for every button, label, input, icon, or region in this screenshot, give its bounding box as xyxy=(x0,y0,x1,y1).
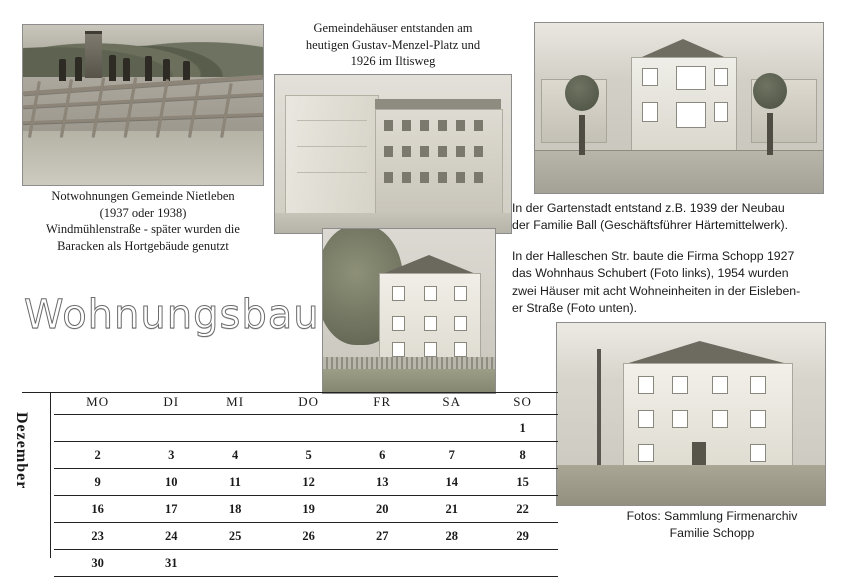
calendar-week-row xyxy=(22,469,558,496)
text-line: In der Halleschen Str. baute die Firma Schopp 1927 xyxy=(512,249,795,263)
calendar-day: 31 xyxy=(141,550,201,577)
calendar-day xyxy=(201,550,269,577)
text-line: der Familie Ball (Geschäftsführer Härtemittelwerk). xyxy=(512,218,789,233)
caption-line: heutigen Gustav-Menzel-Platz und xyxy=(305,37,481,52)
calendar-weekday-mi: MI xyxy=(201,392,269,415)
calendar-day: 16 xyxy=(54,496,141,523)
calendar-day xyxy=(201,415,269,442)
calendar-day xyxy=(416,550,487,577)
photo-credits xyxy=(600,508,824,542)
photo-roof-rafter xyxy=(156,79,169,137)
calendar-day: 4 xyxy=(201,442,269,469)
photo-worker-figure xyxy=(145,56,152,81)
calendar-day: 23 xyxy=(54,523,141,550)
caption-line: Notwohnungen Gemeinde Nietleben xyxy=(51,189,235,203)
calendar-day: 22 xyxy=(487,496,558,523)
calendar-day: 28 xyxy=(416,523,487,550)
calendar-day: 11 xyxy=(201,469,269,496)
calendar-day: 21 xyxy=(416,496,487,523)
photo-utility-pole xyxy=(597,349,601,479)
page-title: Wohnungsbau xyxy=(24,292,320,338)
calendar-day: 6 xyxy=(348,442,416,469)
calendar-weekday-so: SO xyxy=(487,392,558,415)
calendar-day xyxy=(269,415,348,442)
calendar-day: 13 xyxy=(348,469,416,496)
calendar-day: 18 xyxy=(201,496,269,523)
calendar-week-row xyxy=(22,523,558,550)
photo-notwohnungen-barracks xyxy=(22,24,264,186)
calendar-weekday-mo: MO xyxy=(54,392,141,415)
credits-line: Fotos: Sammlung Firmenarchiv xyxy=(626,509,798,523)
calendar-month-cell xyxy=(22,392,54,415)
photo-gemeindehaeuser xyxy=(274,74,512,234)
calendar-month-cell xyxy=(22,496,54,523)
credits-line: Familie Schopp xyxy=(669,526,755,541)
photo-eislebener-strasse-houses xyxy=(556,322,826,506)
photo-gable-wall xyxy=(285,95,379,215)
calendar-day: 10 xyxy=(141,469,201,496)
calendar-day: 9 xyxy=(54,469,141,496)
calendar-day xyxy=(269,550,348,577)
photo-roof-rafter xyxy=(188,81,201,137)
calendar-day: 8 xyxy=(487,442,558,469)
calendar-day: 20 xyxy=(348,496,416,523)
calendar-day: 1 xyxy=(487,415,558,442)
calendar-weekday-fr: FR xyxy=(348,392,416,415)
text-line: zwei Häuser mit acht Wohneinheiten in der Eisleben- xyxy=(512,283,801,298)
photo-house xyxy=(623,363,793,471)
calendar-day: 17 xyxy=(141,496,201,523)
photo-tree-trunk xyxy=(767,113,773,155)
photo-tree-crown xyxy=(565,75,599,111)
calendar-day: 12 xyxy=(269,469,348,496)
text-line: das Wohnhaus Schubert (Foto links), 1954 wurden xyxy=(512,266,789,281)
calendar-day: 15 xyxy=(487,469,558,496)
calendar-day: 26 xyxy=(269,523,348,550)
calendar-week-row xyxy=(22,496,558,523)
photo-wohnhaus-schubert xyxy=(322,228,496,394)
calendar-day: 29 xyxy=(487,523,558,550)
photo-roof-rafter xyxy=(220,83,232,137)
photo-worker-figure xyxy=(123,58,130,81)
calendar-day: 19 xyxy=(269,496,348,523)
calendar-day xyxy=(348,415,416,442)
text-line: er Straße (Foto unten). xyxy=(512,301,638,316)
photo-lawn xyxy=(323,369,495,393)
calendar-weekday-sa: SA xyxy=(416,392,487,415)
calendar-week-row xyxy=(22,442,558,469)
calendar-week-row xyxy=(22,550,558,577)
text-gartenstadt xyxy=(512,200,828,235)
calendar-day: 14 xyxy=(416,469,487,496)
calendar-month-cell xyxy=(22,442,54,469)
photo-tower xyxy=(85,31,102,78)
photo-worker-figure xyxy=(109,55,116,81)
caption-line: Baracken als Hortgebäude genutzt xyxy=(57,238,229,253)
calendar-day xyxy=(141,415,201,442)
caption-notwohnungen xyxy=(18,188,268,254)
photo-worker-figure xyxy=(75,57,82,81)
calendar xyxy=(22,392,558,577)
calendar-day: 2 xyxy=(54,442,141,469)
calendar-day: 3 xyxy=(141,442,201,469)
calendar-day xyxy=(487,550,558,577)
calendar-month-cell xyxy=(22,415,54,442)
calendar-header-row xyxy=(22,392,558,415)
caption-line: 1926 im Iltisweg xyxy=(350,54,436,68)
photo-roof-rafter xyxy=(28,81,41,137)
photo-tree-trunk xyxy=(579,115,585,155)
caption-line: (1937 oder 1938) xyxy=(99,205,187,220)
photo-worker-figure xyxy=(163,59,170,81)
text-firma-schopp xyxy=(512,248,832,318)
photo-neubau-familie-ball xyxy=(534,22,824,194)
calendar-day: 5 xyxy=(269,442,348,469)
calendar-day: 27 xyxy=(348,523,416,550)
photo-road xyxy=(535,151,823,193)
caption-line: Windmühlenstraße - später wurden die xyxy=(46,222,240,236)
calendar-day xyxy=(348,550,416,577)
photo-tree-crown xyxy=(753,73,787,109)
caption-gemeindehaeuser xyxy=(272,20,514,70)
calendar-month-cell xyxy=(22,523,54,550)
calendar-table xyxy=(22,392,558,577)
calendar-day: 7 xyxy=(416,442,487,469)
calendar-weekday-di: DI xyxy=(141,392,201,415)
photo-apartment-block xyxy=(375,109,503,215)
photo-worker-figure xyxy=(183,61,190,81)
photo-main-house xyxy=(631,57,737,155)
calendar-month-cell xyxy=(22,550,54,577)
calendar-week-row xyxy=(22,415,558,442)
photo-house xyxy=(379,273,481,367)
photo-worker-figure xyxy=(59,59,66,81)
calendar-day: 24 xyxy=(141,523,201,550)
calendar-day: 30 xyxy=(54,550,141,577)
calendar-weekday-do: DO xyxy=(269,392,348,415)
calendar-month-cell xyxy=(22,469,54,496)
calendar-day xyxy=(416,415,487,442)
calendar-day: 25 xyxy=(201,523,269,550)
caption-line: Gemeindehäuser entstanden am xyxy=(313,21,473,35)
text-line: In der Gartenstadt entstand z.B. 1939 der Neubau xyxy=(512,201,785,215)
photo-ground xyxy=(557,465,825,505)
photo-site-ground xyxy=(23,131,263,185)
calendar-day xyxy=(54,415,141,442)
calendar-month-label: Dezember xyxy=(13,412,30,490)
